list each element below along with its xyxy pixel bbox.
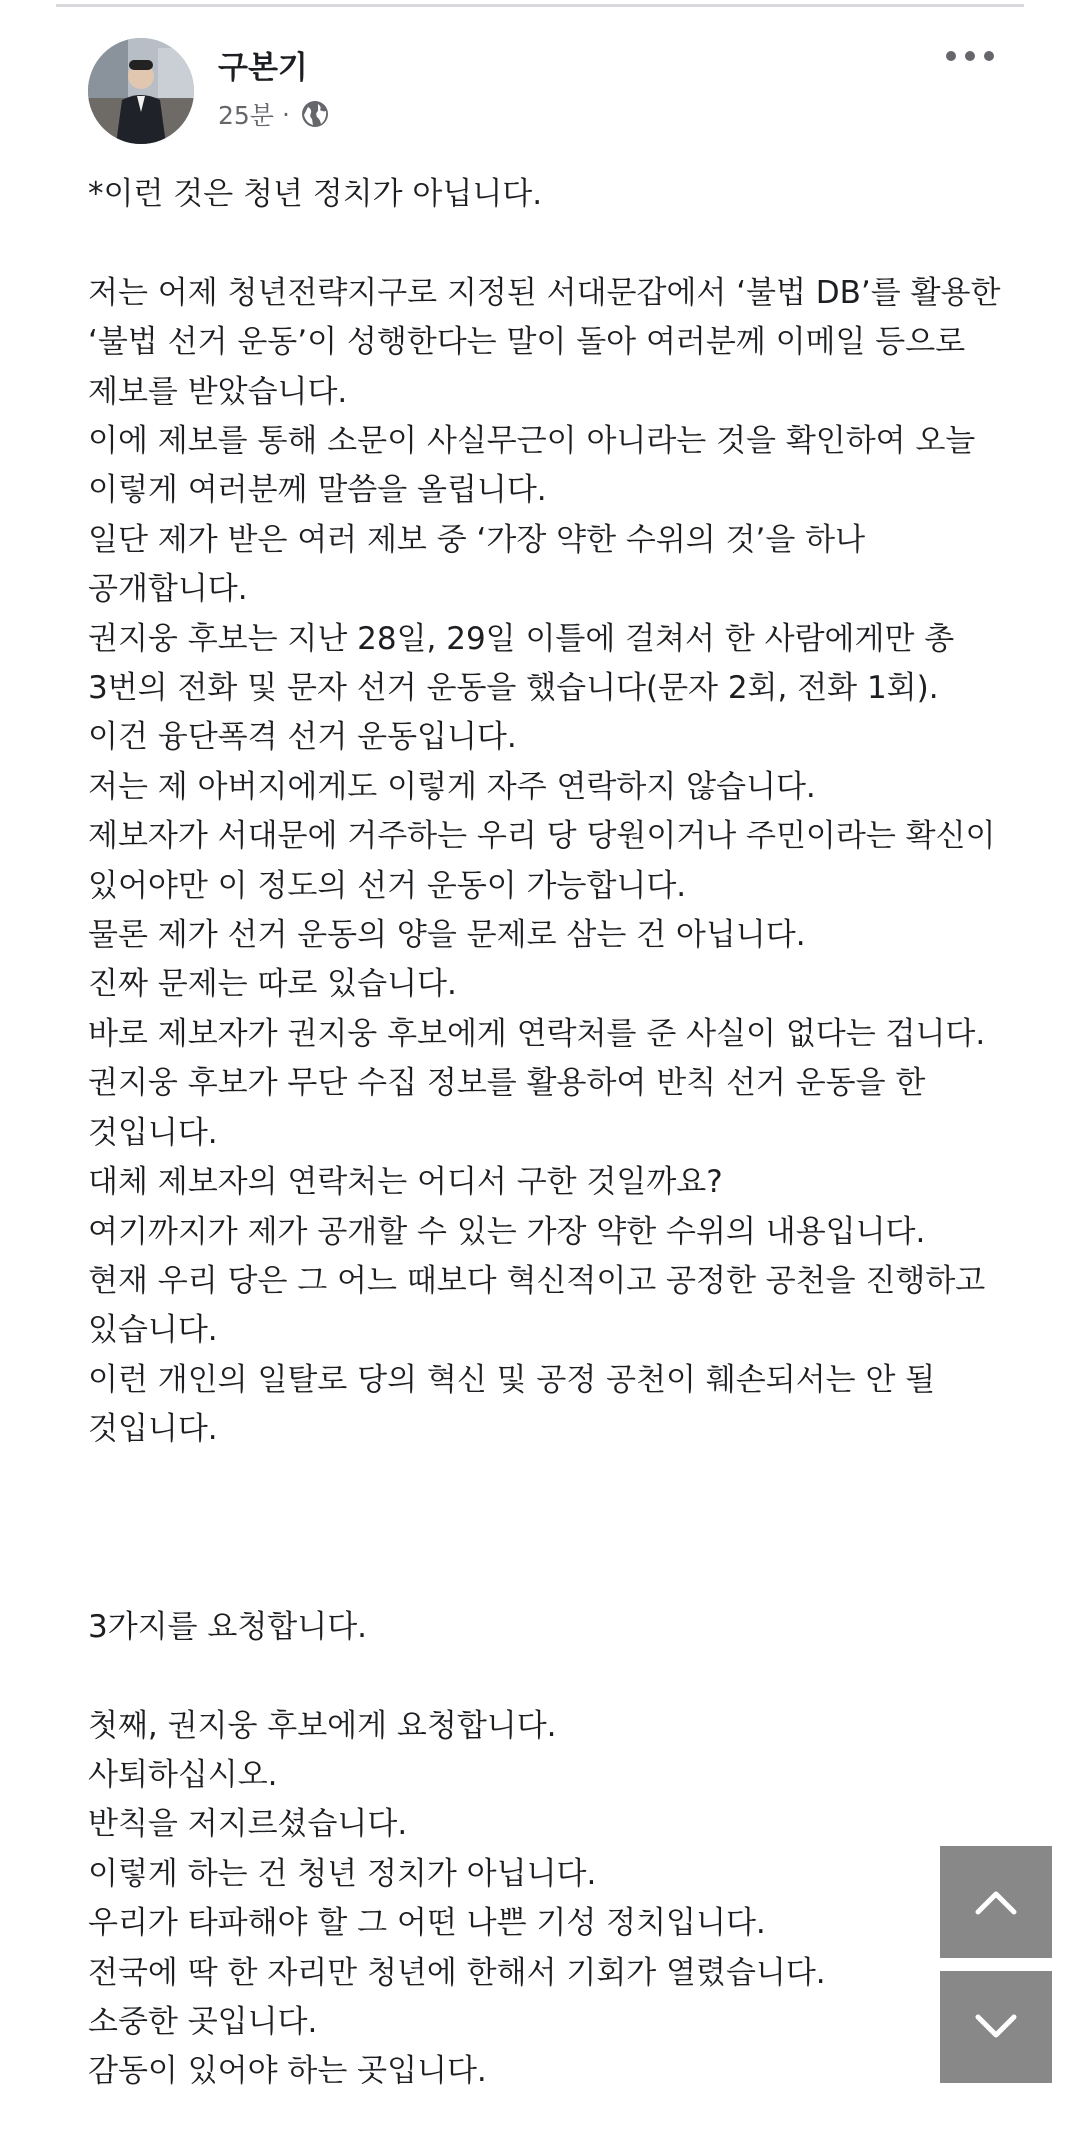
- author-name[interactable]: 구본기: [218, 50, 308, 86]
- post-text-line: 첫째, 권지웅 후보에게 요청합니다.: [88, 1707, 557, 1744]
- post-text-line: 소중한 곳입니다.: [88, 2003, 318, 2040]
- post-meta: [218, 96, 330, 132]
- post-text-line: 이렇게 하는 건 청년 정치가 아닙니다.: [88, 1855, 597, 1892]
- post-text-line: 대체 제보자의 연락처는 어디서 구한 것일까요?: [88, 1164, 723, 1201]
- post-text-line: 반칙을 저지르셨습니다.: [88, 1806, 408, 1843]
- scroll-up-button[interactable]: [940, 1846, 1052, 1958]
- post-text-line: 제보를 받았습니다.: [88, 373, 348, 410]
- post-text-line: 현재 우리 당은 그 어느 때보다 혁신적이고 공정한 공천을 진행하고: [88, 1262, 986, 1299]
- chevron-down-icon: [974, 2013, 1018, 2041]
- post-text: [88, 170, 1008, 2097]
- post-text-line: 일단 제가 받은 여러 제보 중 ‘가장 약한 수위의 것’을 하나: [88, 521, 866, 558]
- blank-line: [88, 1504, 1008, 1553]
- blank-line: [88, 1652, 1008, 1701]
- globe-icon[interactable]: [300, 99, 330, 129]
- post-time[interactable]: 25분: [218, 101, 274, 130]
- post-text-line: 사퇴하십시오.: [88, 1756, 278, 1793]
- post-text-line: 있습니다.: [88, 1312, 218, 1349]
- post-text-line: 전국에 딱 한 자리만 청년에 한해서 기회가 열렸습니다.: [88, 1954, 826, 1991]
- post-text-line: ‘불법 선거 운동’이 성행한다는 말이 돌아 여러분께 이메일 등으로: [88, 324, 966, 361]
- top-divider: [56, 4, 1024, 7]
- post-text-line: 이런 개인의 일탈로 당의 혁신 및 공정 공천이 훼손되서는 안 될: [88, 1361, 936, 1398]
- post-text-line: 저는 제 아버지에게도 이렇게 자주 연락하지 않습니다.: [88, 768, 816, 805]
- post-text-line: 우리가 타파해야 할 그 어떤 나쁜 기성 정치입니다.: [88, 1905, 766, 1942]
- post-text-line: 것입니다.: [88, 1114, 218, 1151]
- post-text-line: *이런 것은 청년 정치가 아닙니다.: [88, 176, 543, 212]
- post-text-line: 여기까지가 제가 공개할 수 있는 가장 약한 수위의 내용입니다.: [88, 1213, 926, 1250]
- post-text-line: 물론 제가 선거 운동의 양을 문제로 삼는 건 아닙니다.: [88, 917, 806, 954]
- meta-separator: ·: [281, 99, 290, 129]
- post-text-line: 것입니다.: [88, 1411, 218, 1448]
- post-text-line: 이에 제보를 통해 소문이 사실무근이 아니라는 것을 확인하여 오늘: [88, 423, 976, 460]
- blank-line: [88, 219, 1008, 268]
- scroll-down-button[interactable]: [940, 1971, 1052, 2083]
- post-text-line: 권지웅 후보가 무단 수집 정보를 활용하여 반칙 선거 운동을 한: [88, 1065, 926, 1102]
- post-text-line: 3번의 전화 및 문자 선거 운동을 했습니다(문자 2회, 전화 1회).: [88, 670, 939, 707]
- post-text-line: 권지웅 후보는 지난 28일, 29일 이틀에 걸쳐서 한 사람에게만 총: [88, 620, 955, 657]
- post-text-line: 바로 제보자가 권지웅 후보에게 연락처를 준 사실이 없다는 겁니다.: [88, 1015, 986, 1052]
- more-options-icon[interactable]: [946, 44, 994, 68]
- blank-line: [88, 1455, 1008, 1504]
- post-text-line: 공개합니다.: [88, 571, 248, 608]
- chevron-up-icon: [974, 1888, 1018, 1916]
- blank-line: [88, 1553, 1008, 1602]
- post-text-line: 감동이 있어야 하는 곳입니다.: [88, 2053, 487, 2090]
- post-text-line: 제보자가 서대문에 거주하는 우리 당 당원이거나 주민이라는 확신이: [88, 818, 996, 855]
- post-text-line: 3가지를 요청합니다.: [88, 1608, 367, 1645]
- post-header: [88, 38, 1048, 148]
- post-text-line: 저는 어제 청년전략지구로 지정된 서대문갑에서 ‘불법 DB’를 활용한: [88, 274, 1001, 311]
- avatar[interactable]: [88, 38, 194, 144]
- post-text-line: 이건 융단폭격 선거 운동입니다.: [88, 719, 517, 756]
- post-text-line: 진짜 문제는 따로 있습니다.: [88, 966, 457, 1003]
- post-text-line: 이렇게 여러분께 말씀을 올립니다.: [88, 472, 547, 509]
- post-text-line: 있어야만 이 정도의 선거 운동이 가능합니다.: [88, 867, 687, 904]
